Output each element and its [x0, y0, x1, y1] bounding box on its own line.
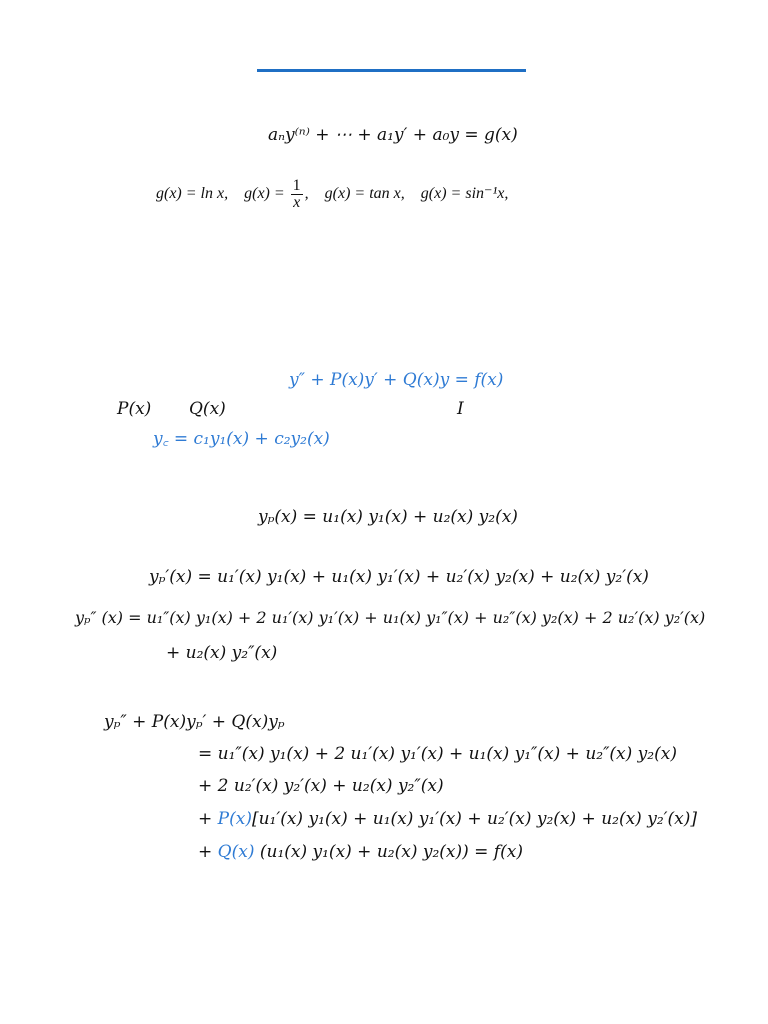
eq-yp-second-derivative-line1: yₚ″ (x) = u₁″(x) y₁(x) + 2 u₁′(x) y₁′(x) + u₁(x) y₁″(x) + u₂″(x) y₂(x) + 2 u₂′(x) y₂′(x) — [75, 608, 706, 627]
coefficient-P: P(x) — [217, 809, 252, 829]
eq-complementary-solution: y꜀ = c₁y₁(x) + c₂y₂(x) — [153, 429, 330, 449]
label-Q: Q(x) — [189, 399, 226, 419]
bracket-expression: [u₁′(x) y₁(x) + u₁(x) y₁′(x) + u₂′(x) y₂(x) + u₂(x) y₂′(x)] — [251, 809, 697, 829]
recip-denominator: x — [293, 194, 301, 211]
eq-particular-solution: yₚ(x) = u₁(x) y₁(x) + u₂(x) y₂(x) — [258, 507, 518, 527]
eq-substitution-line4 — [198, 841, 523, 863]
paren-expression: (u₁(x) y₁(x) + u₂(x) y₂(x)) = f(x) — [259, 842, 523, 862]
eq-substitution-line2: + 2 u₂′(x) y₂′(x) + u₂(x) y₂″(x) — [198, 776, 444, 796]
g-examples-row — [156, 178, 508, 211]
plus-sign: + — [198, 809, 213, 829]
eq-standard-form: y″ + P(x)y′ + Q(x)y = f(x) — [289, 370, 504, 390]
g-example-arcsin: g(x) = sin⁻¹x, — [420, 185, 509, 203]
g-example-recip-lhs: g(x) = — [244, 185, 285, 203]
recip-numerator: 1 — [292, 177, 301, 194]
g-example-recip-tail: , — [304, 185, 309, 203]
eq-yp-first-derivative: yₚ′(x) = u₁′(x) y₁(x) + u₁(x) y₁′(x) + u₂′(x) y₂(x) + u₂(x) y₂′(x) — [149, 567, 649, 587]
eq-substitution-line3 — [198, 808, 697, 830]
eq-general-linear-ode: aₙy⁽ⁿ⁾ + ⋯ + a₁y′ + a₀y = g(x) — [268, 125, 518, 145]
g-example-tan: g(x) = tan x, — [324, 185, 405, 203]
g-example-recip-frac — [291, 178, 303, 211]
eq-substitution-lhs: yₚ″ + P(x)yₚ′ + Q(x)yₚ — [104, 712, 285, 732]
title-rule — [257, 69, 526, 72]
coefficient-Q: Q(x) — [217, 842, 255, 862]
label-P: P(x) — [117, 399, 152, 419]
eq-substitution-line1: = u₁″(x) y₁(x) + 2 u₁′(x) y₁′(x) + u₁(x) y₁″(x) + u₂″(x) y₂(x) — [198, 744, 677, 764]
label-interval-I: I — [457, 399, 464, 419]
g-example-ln: g(x) = ln x, — [156, 185, 229, 203]
eq-yp-second-derivative-line2: + u₂(x) y₂″(x) — [166, 643, 278, 663]
plus-sign: + — [198, 842, 213, 862]
